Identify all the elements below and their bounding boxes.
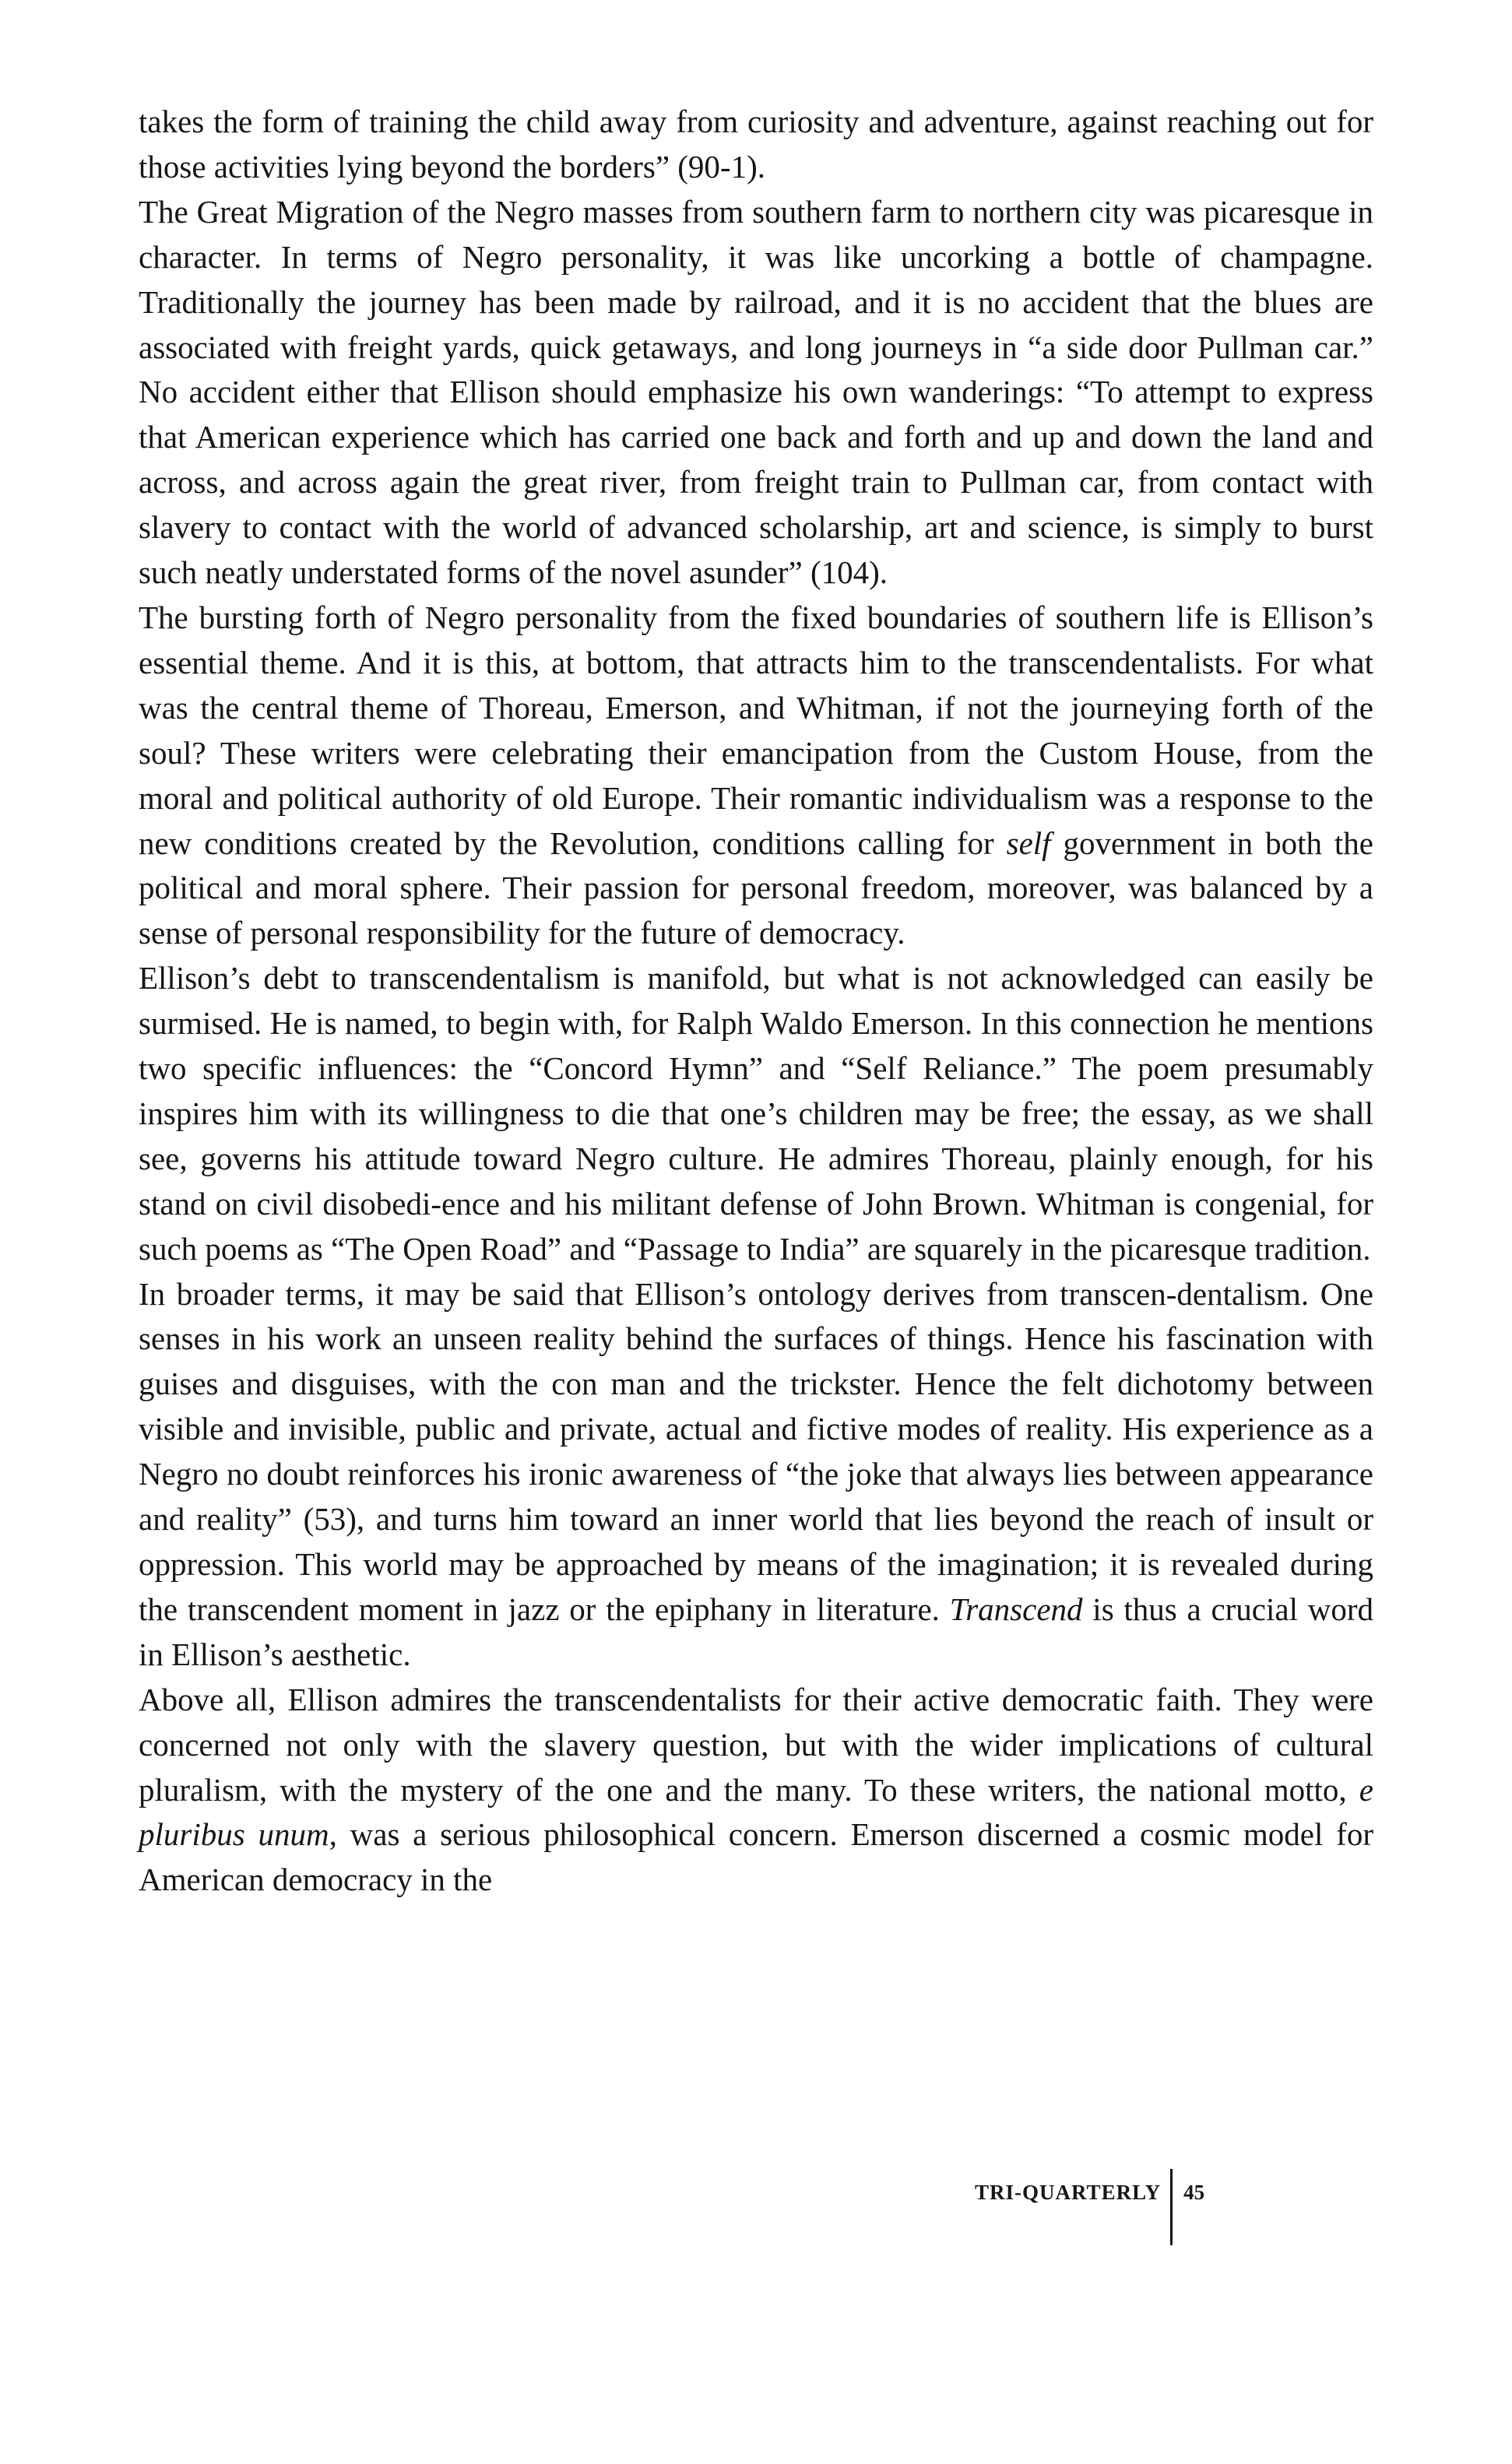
paragraph-6	[139, 1678, 1373, 1903]
paragraph-text: takes the form of training the child away from curiosity and adventure, against reaching out for those activities lying beyond the borders” (90-1).	[139, 104, 1373, 185]
italic-word: self	[1006, 824, 1051, 861]
paragraph-text: The Great Migration of the Negro masses from southern farm to northern city was picaresque in character. In terms of Negro personality, it was like uncorking a bottle of champagne. Traditionally the journey has been made by railroad, and it is no accident that the blues are associated with freight yards, quick getaways, and long journeys in “a side door Pullman car.” No accident either that Ellison should emphasize his own wanderings: “To attempt to express that American experience which has carried one back and forth and up and down the land and across, and across again the great river, from freight train to Pullman car, from contact with slavery to contact with the world of advanced scholarship, art and science, is simply to burst such neatly understated forms of the novel asunder” (104).	[139, 193, 1373, 591]
footer-divider	[1170, 2169, 1173, 2245]
page-body	[139, 100, 1373, 1903]
paragraph-text: is thus a crucial word in Ellison’s aesthetic.	[139, 1591, 1373, 1672]
paragraph-4	[139, 956, 1373, 1271]
paragraph-3	[139, 596, 1373, 956]
italic-word: Transcend	[949, 1591, 1083, 1627]
paragraph-text: government in both the political and moral sphere. Their passion for personal freedom, moreover, was balanced by a sense of personal responsibility for the future of democracy.	[139, 824, 1373, 951]
page-number: 45	[1183, 2181, 1205, 2204]
paragraph-text: The bursting forth of Negro personality from the fixed boundaries of southern life is Ellison’s essential theme. And it is this, at bottom, that attracts him to the transcendentalists. For what was the central theme of Thoreau, Emerson, and Whitman, if not the journeying forth of the soul? These writers were celebrating their emancipation from the Custom House, from the moral and political authority of old Europe. Their romantic individualism was a response to the new conditions created by the Revolution, conditions calling for	[139, 599, 1373, 861]
paragraph-2	[139, 190, 1373, 596]
journal-title: TRI-QUARTERLY	[975, 2181, 1162, 2204]
paragraph-text: Ellison’s debt to transcendentalism is manifold, but what is not acknowledged can easily be surmised. He is named, to begin with, for Ralph Waldo Emerson. In this connection he mentions two specific influences: the “Concord Hymn” and “Self Reliance.” The poem presumably inspires him with its willingness to die that one’s children may be free; the essay, as we shall see, governs his attitude toward Negro culture. He admires Thoreau, plainly enough, for his stand on civil disobedi-ence and his militant defense of John Brown. Whitman is congenial, for such poems as “The Open Road” and “Passage to India” are squarely in the picaresque tradition.	[139, 960, 1373, 1267]
paragraph-5	[139, 1272, 1373, 1678]
paragraph-text: Above all, Ellison admires the transcendentalists for their active democratic faith. They were concerned not only with the slavery question, but with the wider implications of cultural pluralism, with the mystery of the one and the many. To these writers, the national motto,	[139, 1681, 1373, 1808]
paragraph-text: , was a serious philosophical concern. Emerson discerned a cosmic model for American democracy in the	[139, 1816, 1373, 1898]
paragraph-text: In broader terms, it may be said that Ellison’s ontology derives from transcen-dentalism. One senses in his work an unseen reality behind the surfaces of things. Hence his fascination with guises and disguises, with the con man and the trickster. Hence the felt dichotomy between visible and invisible, public and private, actual and fictive modes of reality. His experience as a Negro no doubt reinforces his ironic awareness of “the joke that always lies between appearance and reality” (53), and turns him toward an inner world that lies beyond the reach of insult or oppression. This world may be approached by means of the imagination; it is revealed during the transcendent moment in jazz or the epiphany in literature.	[139, 1275, 1373, 1627]
paragraph-1	[139, 100, 1373, 190]
page-footer	[975, 2169, 1204, 2247]
italic-word: e pluribus unum	[139, 1771, 1373, 1853]
